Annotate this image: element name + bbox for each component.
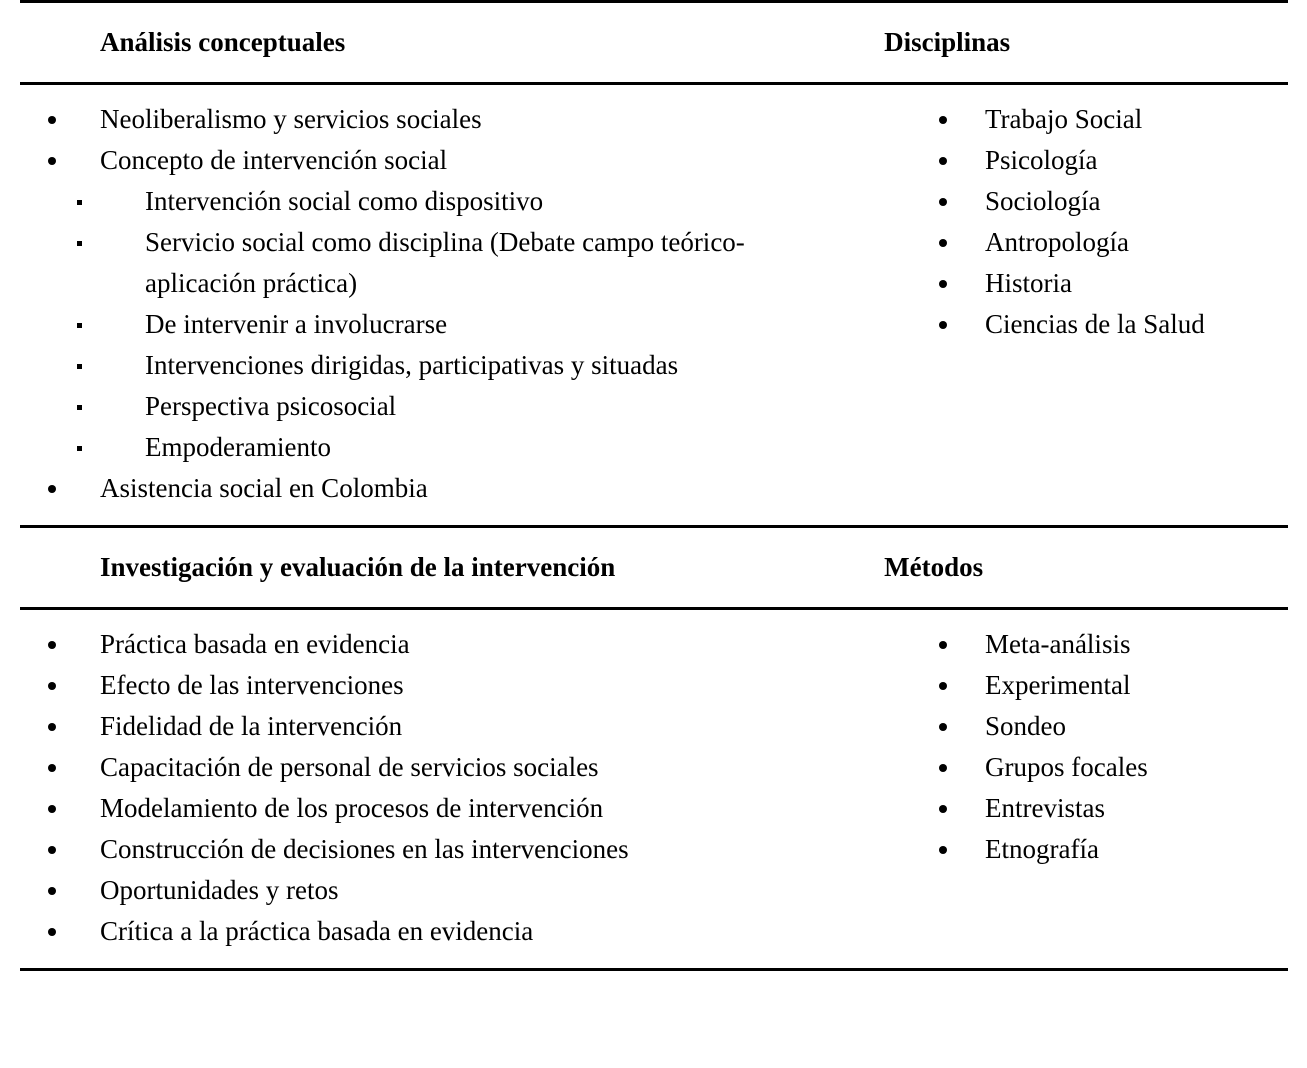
- table-bottom-rule: [20, 968, 1288, 971]
- list-investigacion-evaluacion: [20, 624, 855, 952]
- column-header-investigacion-evaluacion: Investigación y evaluación de la intervención: [100, 552, 616, 582]
- list-item: Asistencia social en Colombia: [20, 468, 855, 509]
- list-item: Trabajo Social: [935, 99, 1288, 140]
- list-item: Grupos focales: [935, 747, 1288, 788]
- list-item: Oportunidades y retos: [20, 870, 855, 911]
- list-item: Meta-análisis: [935, 624, 1288, 665]
- section-body-research: [20, 610, 1288, 968]
- column-body-disciplinas: [855, 85, 1288, 361]
- list-item: Servicio social como disciplina (Debate campo teórico-aplicación práctica): [20, 222, 855, 304]
- column-body-analisis-conceptuales: [20, 85, 855, 525]
- list-disciplinas: [935, 99, 1288, 345]
- list-item: Antropología: [935, 222, 1288, 263]
- list-item: Perspectiva psicosocial: [20, 386, 855, 427]
- column-body-investigacion-evaluacion: [20, 610, 855, 968]
- list-analisis-conceptuales: [20, 99, 855, 509]
- column-header-disciplinas: Disciplinas: [884, 27, 1011, 57]
- section-body-conceptual: [20, 85, 1288, 525]
- list-item: Modelamiento de los procesos de intervención: [20, 788, 855, 829]
- list-item: Concepto de intervención social: [20, 140, 855, 181]
- list-item: Intervenciones dirigidas, participativas y situadas: [20, 345, 855, 386]
- list-item: Crítica a la práctica basada en evidencia: [20, 911, 855, 952]
- list-item: Historia: [935, 263, 1288, 304]
- list-metodos: [935, 624, 1288, 870]
- list-item: Práctica basada en evidencia: [20, 624, 855, 665]
- section-header-row-conceptual: [20, 3, 1288, 82]
- list-item: Etnografía: [935, 829, 1288, 870]
- list-item: Ciencias de la Salud: [935, 304, 1288, 345]
- list-item: Experimental: [935, 665, 1288, 706]
- list-item: Fidelidad de la intervención: [20, 706, 855, 747]
- data-table: [20, 0, 1288, 971]
- list-item: Empoderamiento: [20, 427, 855, 468]
- list-item: Entrevistas: [935, 788, 1288, 829]
- list-item: Efecto de las intervenciones: [20, 665, 855, 706]
- column-body-metodos: [855, 610, 1288, 886]
- column-header-metodos: Métodos: [884, 552, 984, 582]
- list-item: Sociología: [935, 181, 1288, 222]
- list-item: Sondeo: [935, 706, 1288, 747]
- column-header-analisis-conceptuales: Análisis conceptuales: [100, 27, 346, 57]
- section-header-row-research: [20, 528, 1288, 607]
- list-item: Neoliberalismo y servicios sociales: [20, 99, 855, 140]
- list-item: De intervenir a involucrarse: [20, 304, 855, 345]
- list-item: Capacitación de personal de servicios sociales: [20, 747, 855, 788]
- list-item: Intervención social como dispositivo: [20, 181, 855, 222]
- list-item: Construcción de decisiones en las intervenciones: [20, 829, 855, 870]
- list-item: Psicología: [935, 140, 1288, 181]
